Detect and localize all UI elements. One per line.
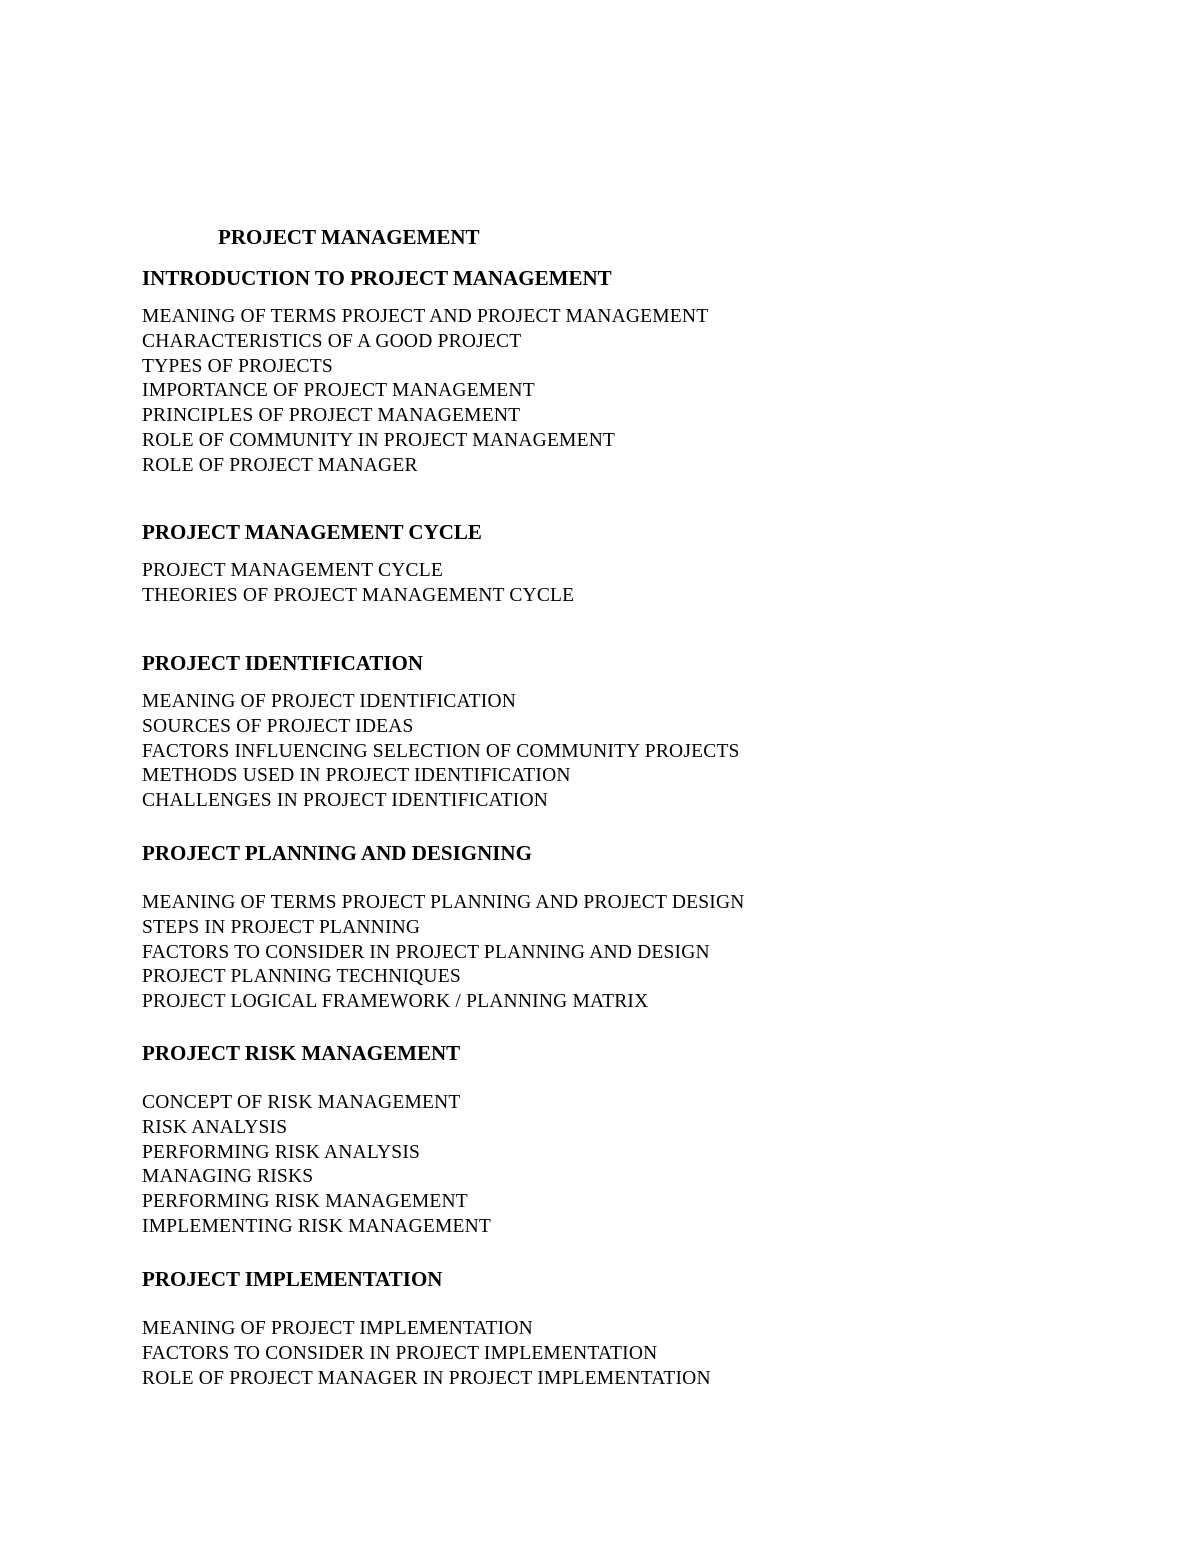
section-heading: PROJECT PLANNING AND DESIGNING	[142, 841, 532, 865]
section-planning-designing	[142, 840, 1042, 1020]
section-heading: INTRODUCTION TO PROJECT MANAGEMENT	[142, 266, 612, 290]
list-item: ROLE OF PROJECT MANAGER IN PROJECT IMPLEMENTATION	[142, 1367, 711, 1389]
topic-list	[142, 891, 1042, 1015]
list-item: MEANING OF TERMS PROJECT PLANNING AND PROJECT DESIGN	[142, 892, 745, 913]
list-item: PERFORMING RISK ANALYSIS	[142, 1141, 421, 1163]
topic-list	[142, 559, 1042, 609]
list-item: ROLE OF PROJECT MANAGER	[142, 454, 418, 476]
list-item: THEORIES OF PROJECT MANAGEMENT CYCLE	[142, 584, 575, 606]
section-introduction	[142, 265, 1042, 485]
document-title: PROJECT MANAGEMENT	[218, 225, 480, 249]
list-item: FACTORS TO CONSIDER IN PROJECT PLANNING AND DESIGN	[142, 941, 710, 963]
list-item: FACTORS TO CONSIDER IN PROJECT IMPLEMENTATION	[142, 1342, 658, 1364]
section-heading: PROJECT IDENTIFICATION	[142, 651, 424, 675]
section-risk-management	[142, 1040, 1042, 1245]
list-item: MEANING OF PROJECT IDENTIFICATION	[142, 691, 517, 712]
list-item: PROJECT PLANNING TECHNIQUES	[142, 966, 461, 988]
list-item: METHODS USED IN PROJECT IDENTIFICATION	[142, 765, 571, 787]
section-identification	[142, 650, 1042, 820]
list-item: STEPS IN PROJECT PLANNING	[142, 916, 421, 938]
section-implementation	[142, 1266, 1042, 1396]
list-item: IMPORTANCE OF PROJECT MANAGEMENT	[142, 380, 535, 402]
list-item: PROJECT MANAGEMENT CYCLE	[142, 560, 443, 581]
list-item: IMPLEMENTING RISK MANAGEMENT	[142, 1215, 492, 1237]
section-heading: PROJECT MANAGEMENT CYCLE	[142, 520, 482, 544]
section-management-cycle	[142, 519, 1042, 614]
topic-list	[142, 1091, 1042, 1240]
section-heading: PROJECT RISK MANAGEMENT	[142, 1041, 461, 1065]
list-item: ROLE OF COMMUNITY IN PROJECT MANAGEMENT	[142, 429, 616, 451]
list-item: RISK ANALYSIS	[142, 1116, 288, 1138]
topic-list	[142, 690, 1042, 814]
topic-list	[142, 1317, 1042, 1391]
list-item: PRINCIPLES OF PROJECT MANAGEMENT	[142, 405, 521, 427]
list-item: CONCEPT OF RISK MANAGEMENT	[142, 1092, 461, 1113]
list-item: CHALLENGES IN PROJECT IDENTIFICATION	[142, 790, 549, 812]
list-item: MEANING OF TERMS PROJECT AND PROJECT MANAGEMENT	[142, 306, 709, 327]
list-item: CHARACTERISTICS OF A GOOD PROJECT	[142, 330, 522, 352]
list-item: MANAGING RISKS	[142, 1166, 314, 1188]
list-item: FACTORS INFLUENCING SELECTION OF COMMUNITY PROJECTS	[142, 740, 740, 762]
topic-list	[142, 305, 1042, 479]
list-item: PERFORMING RISK MANAGEMENT	[142, 1191, 468, 1213]
list-item: SOURCES OF PROJECT IDEAS	[142, 715, 414, 737]
list-item: PROJECT LOGICAL FRAMEWORK / PLANNING MATRIX	[142, 991, 649, 1013]
section-heading: PROJECT IMPLEMENTATION	[142, 1267, 443, 1291]
list-item: MEANING OF PROJECT IMPLEMENTATION	[142, 1318, 533, 1339]
list-item: TYPES OF PROJECTS	[142, 355, 333, 377]
